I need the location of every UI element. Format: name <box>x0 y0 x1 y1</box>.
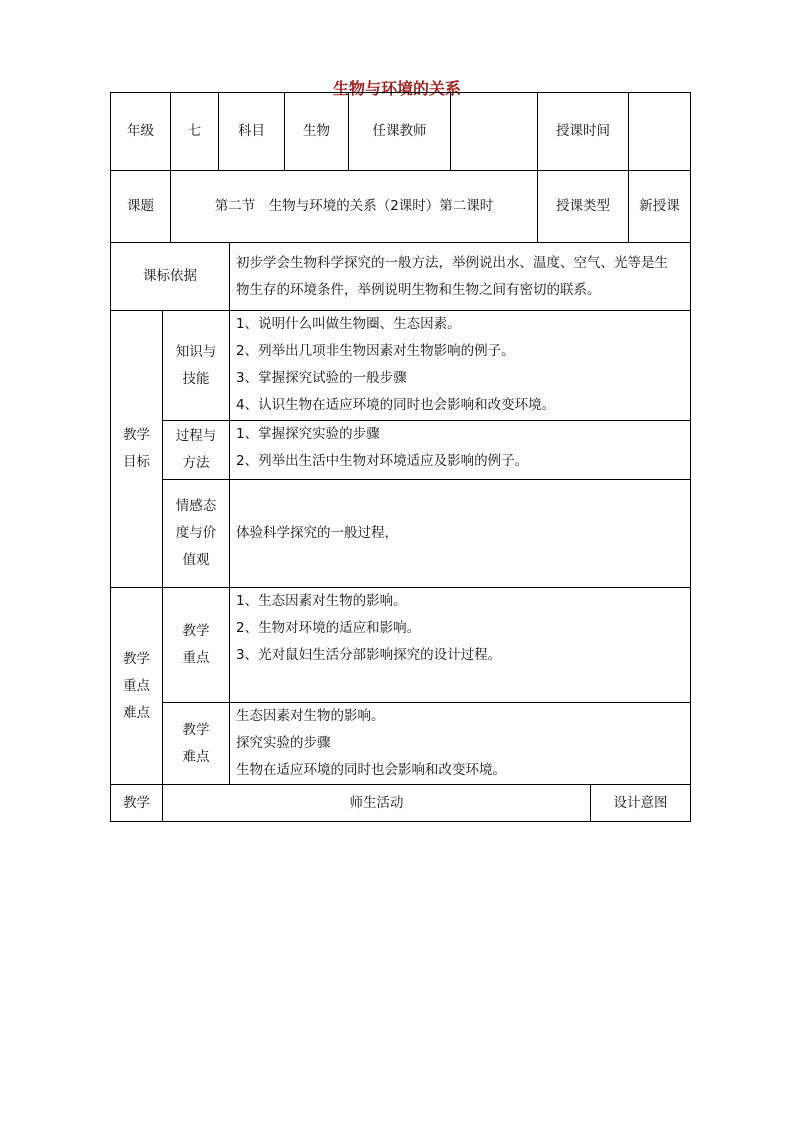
basis-label-cell: 课标依据 <box>110 242 230 311</box>
grade-label-cell: 年级 <box>110 92 171 171</box>
knowledge-item: 4、认识生物在适应环境的同时也会影响和改变环境。 <box>236 397 556 413</box>
topic-value-cell: 第二节 生物与环境的关系（2课时）第二课时 <box>170 170 538 243</box>
subject-label-cell: 科目 <box>218 92 285 171</box>
key-item: 2、生物对环境的适应和影响。 <box>236 620 421 636</box>
difficult-item: 探究实验的步骤 <box>236 735 331 751</box>
time-label-cell: 授课时间 <box>537 92 629 171</box>
process-item: 1、掌握探究实验的步骤 <box>236 426 380 442</box>
activity-label-cell: 师生活动 <box>162 784 591 822</box>
type-label-cell: 授课类型 <box>537 170 629 243</box>
key-item: 3、光对鼠妇生活分部影响探究的设计过程。 <box>236 647 502 663</box>
teaching-process-label-cell: 教学 <box>110 784 163 822</box>
process-label-cell: 过程与 方法 <box>162 420 230 480</box>
difficult-label-cell: 教学 难点 <box>162 702 230 785</box>
goals-label-cell: 教学 目标 <box>110 310 163 588</box>
emotion-content-cell <box>229 479 691 588</box>
keypoints-label-cell: 教学 重点 难点 <box>110 587 163 785</box>
basis-line: 物生存的环境条件，举例说明生物和生物之间有密切的联系。 <box>236 281 601 298</box>
page-title: 生物与环境的关系 <box>332 79 461 98</box>
emotion-label-cell: 情感态 度与价 值观 <box>162 479 230 588</box>
teacher-label-cell: 任课教师 <box>348 92 451 171</box>
knowledge-item: 3、掌握探究试验的一般步骤 <box>236 370 407 386</box>
type-value-cell: 新授课 <box>628 170 691 243</box>
emotion-item: 体验科学探究的一般过程， <box>236 525 398 541</box>
knowledge-content-cell <box>229 310 691 421</box>
basis-content-cell <box>229 242 691 311</box>
design-label-cell: 设计意图 <box>590 784 691 822</box>
knowledge-item: 2、列举出几项非生物因素对生物影响的例子。 <box>236 343 515 359</box>
subject-value-cell: 生物 <box>284 92 349 171</box>
key-content-cell <box>229 587 691 703</box>
key-label-cell: 教学 重点 <box>162 587 230 703</box>
key-item: 1、生态因素对生物的影响。 <box>236 593 407 609</box>
teacher-value-cell <box>450 92 538 171</box>
topic-label-cell: 课题 <box>110 170 171 243</box>
knowledge-label-cell: 知识与 技能 <box>162 310 230 421</box>
time-value-cell <box>628 92 691 171</box>
knowledge-item: 1、说明什么叫做生物圈、生态因素。 <box>236 316 461 332</box>
difficult-content-cell <box>229 702 691 785</box>
difficult-item: 生态因素对生物的影响。 <box>236 708 385 724</box>
grade-value-cell: 七 <box>170 92 219 171</box>
process-item: 2、列举出生活中生物对环境适应及影响的例子。 <box>236 453 529 469</box>
difficult-item: 生物在适应环境的同时也会影响和改变环境。 <box>236 762 506 778</box>
basis-line: 初步学会生物科学探究的一般方法，举例说出水、温度、空气、光等是生 <box>236 254 668 271</box>
process-content-cell <box>229 420 691 480</box>
